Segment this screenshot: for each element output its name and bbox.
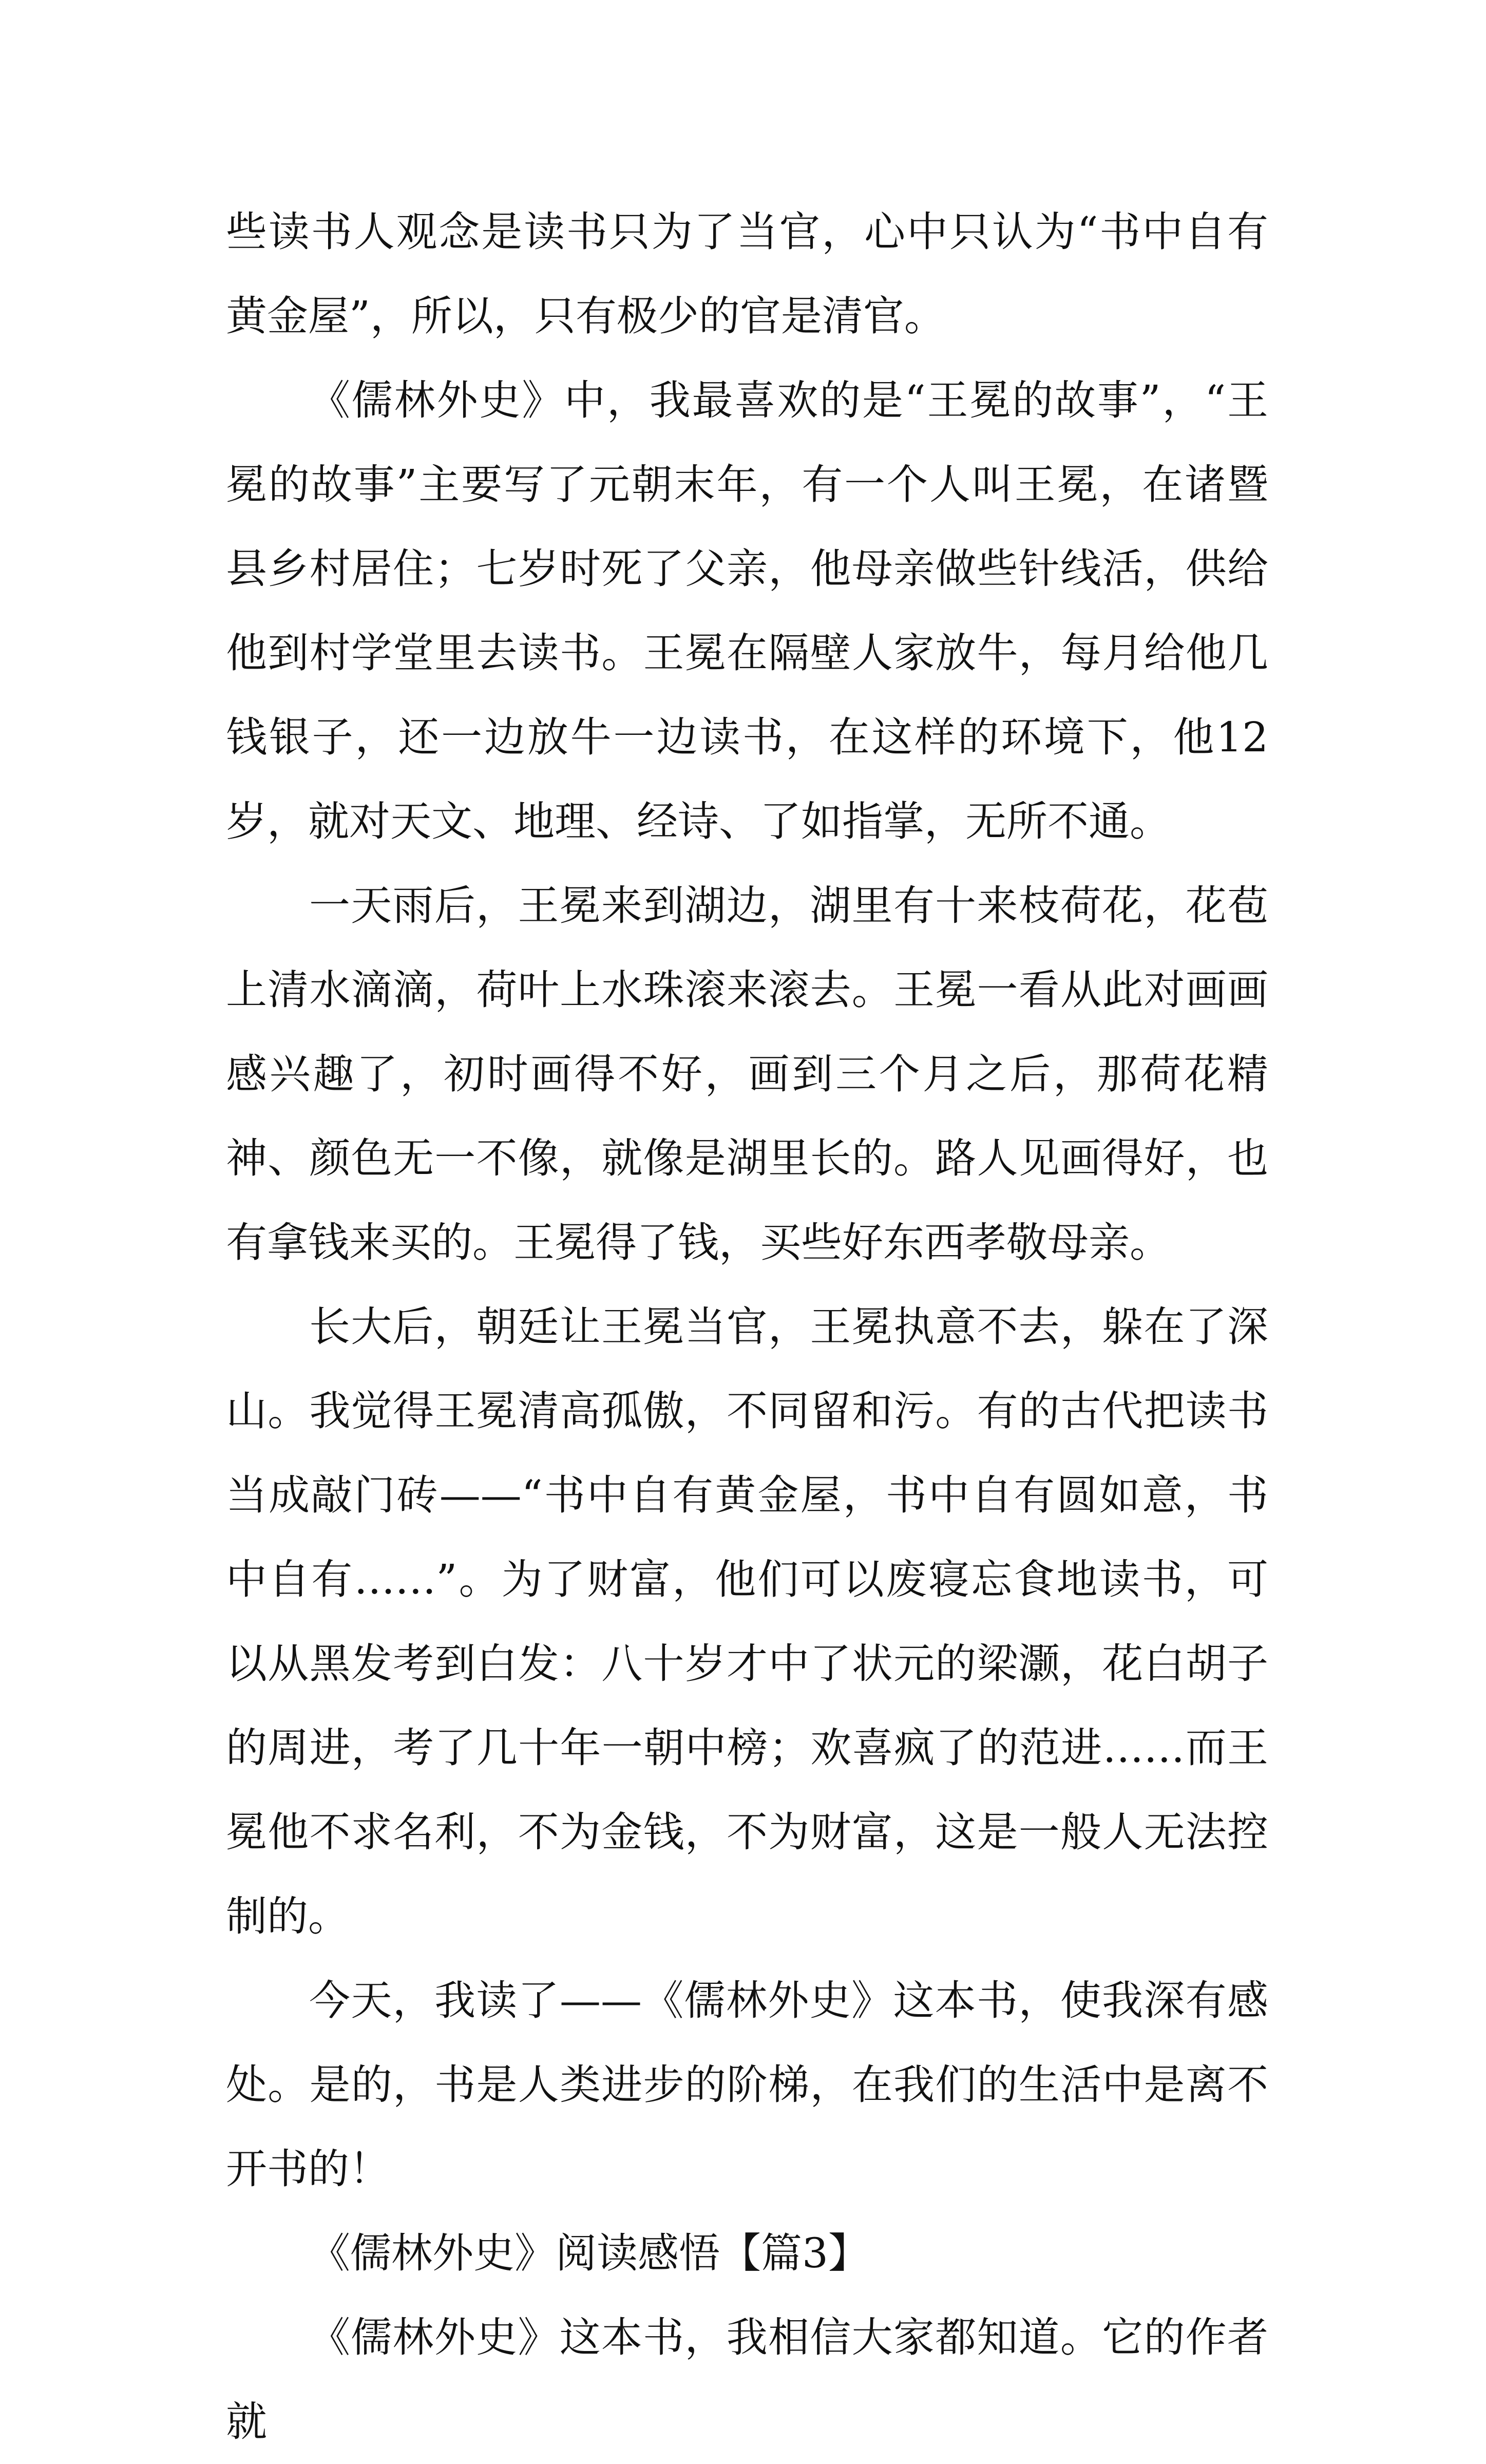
paragraph-1: 些读书人观念是读书只为了当官，心中只认为“书中自有黄金屋”，所以，只有极少的官是清官。 <box>226 208 1268 340</box>
section-heading: 《儒林外史》阅读感悟【篇3】 <box>309 2229 869 2277</box>
paragraph-6: 《儒林外史》这本书，我相信大家都知道。它的作者就 <box>226 2314 1268 2446</box>
paragraph-5: 今天，我读了——《儒林外史》这本书，使我深有感处。是的，书是人类进步的阶梯，在我们的生活中是离不开书的！ <box>226 1977 1268 2193</box>
paragraph-2: 《儒林外史》中，我最喜欢的是“王冕的故事”，“王冕的故事”主要写了元朝末年，有一个人叫王冕，在诸暨县乡村居住；七岁时死了父亲，他母亲做些针线活，供给他到村学堂里去读书。王冕在隔壁人家放牛，每月给他几钱银子，还一边放牛一边读书，在这样的环境下，他12岁，就对天文、地理、经诗、了如指掌，无所不通。 <box>226 376 1268 845</box>
paragraph-3: 一天雨后，王冕来到湖边，湖里有十来枝荷花，花苞上清水滴滴，荷叶上水珠滚来滚去。王冕一看从此对画画感兴趣了，初时画得不好，画到三个月之后，那荷花精神、颜色无一不像，就像是湖里长的。路人见画得好，也有拿钱来买的。王冕得了钱，买些好东西孝敬母亲。 <box>226 882 1268 1266</box>
paragraph-4: 长大后，朝廷让王冕当官，王冕执意不去，躲在了深山。我觉得王冕清高孤傲，不同留和污。有的古代把读书当成敲门砖——“书中自有黄金屋，书中自有圆如意，书中自有……”。为了财富，他们可以废寝忘食地读书，可以从黑发考到白发：八十岁才中了状元的梁灏，花白胡子的周进，考了几十年一朝中榜；欢喜疯了的范进……而王冕他不求名利，不为金钱，不为财富，这是一般人无法控制的。 <box>226 1303 1268 1940</box>
document-body <box>226 190 1268 2464</box>
